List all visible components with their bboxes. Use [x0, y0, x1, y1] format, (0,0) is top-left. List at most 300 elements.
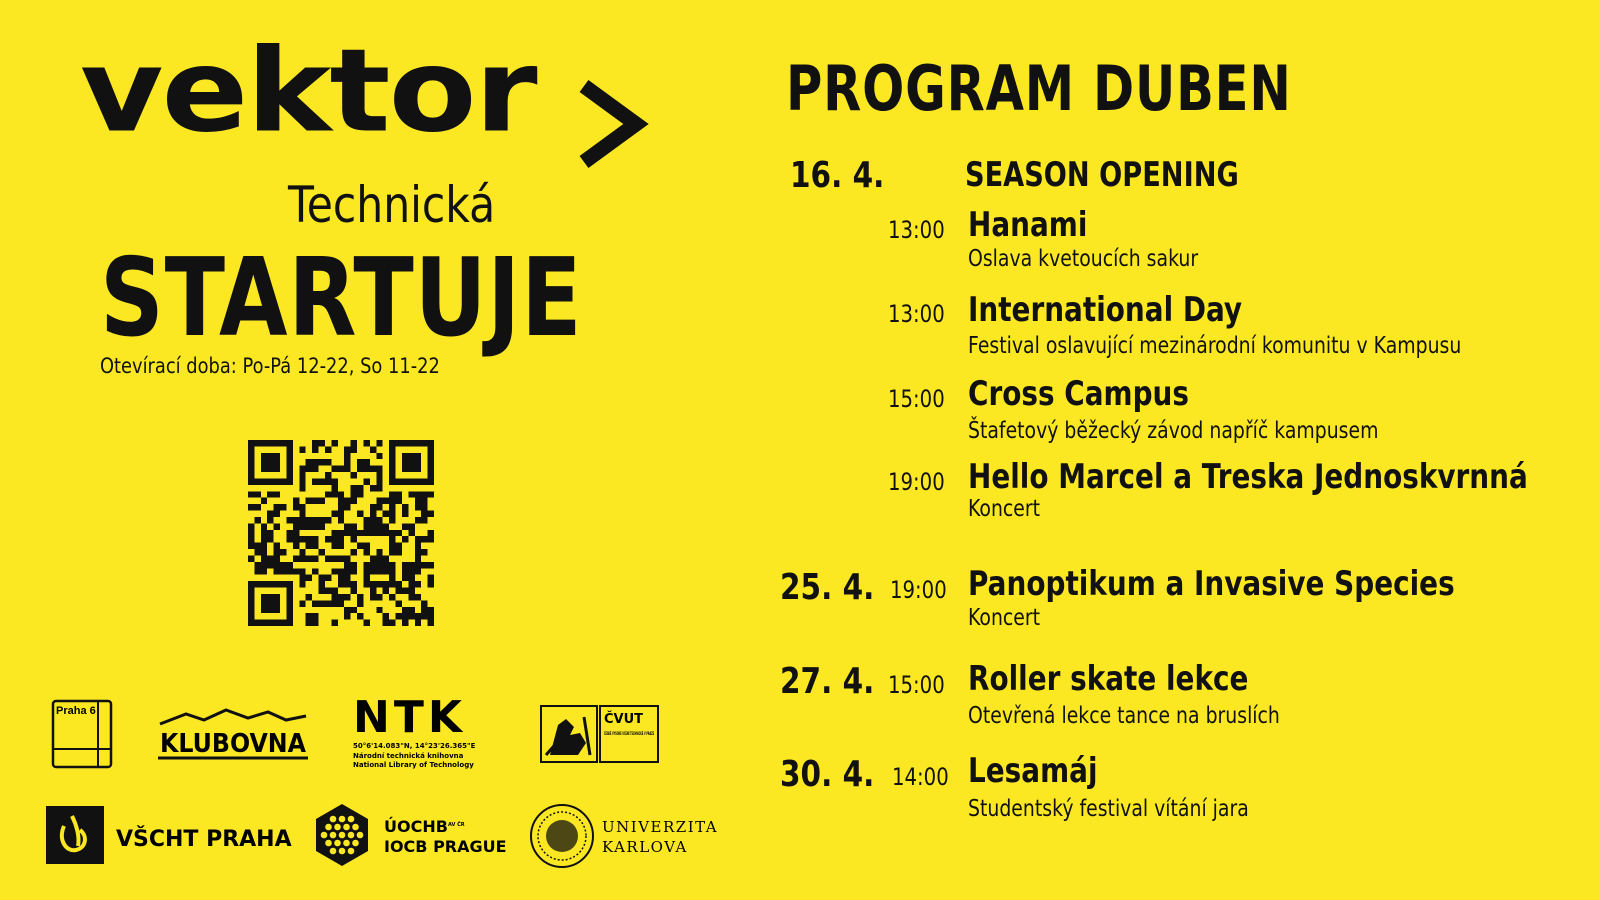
qr-module [351, 581, 357, 587]
qr-module [370, 523, 376, 529]
event-time: 13:00 [888, 300, 945, 328]
qr-module [312, 440, 318, 446]
qr-module [357, 485, 363, 491]
qr-module [267, 600, 273, 606]
qr-module [351, 498, 357, 504]
event-description: Studentský festival vítání jara [968, 796, 1249, 822]
qr-module [312, 459, 318, 465]
qr-module [363, 562, 369, 568]
qr-module [280, 478, 286, 484]
qr-module [402, 575, 408, 581]
qr-module [306, 555, 312, 561]
ntk-name-en: National Library of Technology [353, 761, 474, 769]
klubovna-logo [156, 706, 310, 762]
qr-module [402, 466, 408, 472]
ntk-coordinates: 50°6'14.083"N, 14°23'26.365"E [353, 742, 476, 750]
qr-module [286, 472, 292, 478]
qr-module [325, 588, 331, 594]
qr-module [351, 523, 357, 529]
qr-module [428, 581, 434, 587]
qr-module [389, 562, 395, 568]
qr-module [280, 440, 286, 446]
qr-module [402, 562, 408, 568]
qr-module [248, 440, 254, 446]
event-time: 14:00 [892, 763, 949, 791]
qr-module [338, 575, 344, 581]
qr-module [286, 459, 292, 465]
qr-module [363, 517, 369, 523]
qr-module [389, 498, 395, 504]
event-time: 19:00 [888, 468, 945, 496]
qr-module [248, 446, 254, 452]
qr-module [248, 459, 254, 465]
qr-module [383, 555, 389, 561]
qr-module [383, 523, 389, 529]
qr-module [428, 478, 434, 484]
qr-module [286, 536, 292, 542]
qr-module [351, 536, 357, 542]
qr-module [389, 517, 395, 523]
qr-module [338, 600, 344, 606]
qr-module [389, 472, 395, 478]
qr-module [261, 498, 267, 504]
qr-module [248, 472, 254, 478]
ntk-label: NTK [353, 692, 466, 743]
uochb-dot [352, 824, 359, 831]
qr-module [383, 588, 389, 594]
qr-module [293, 530, 299, 536]
qr-module [376, 568, 382, 574]
qr-module [389, 504, 395, 510]
event-description: Koncert [968, 605, 1041, 631]
qr-module [351, 607, 357, 613]
qr-module [306, 543, 312, 549]
qr-module [293, 568, 299, 574]
qr-module [415, 568, 421, 574]
qr-module [421, 536, 427, 542]
qr-module [428, 530, 434, 536]
uochb-dot [339, 816, 346, 823]
qr-module [299, 581, 305, 587]
qr-module [396, 613, 402, 619]
qr-module [376, 485, 382, 491]
qr-module [274, 555, 280, 561]
qr-module [370, 485, 376, 491]
qr-module [389, 530, 395, 536]
qr-module [396, 491, 402, 497]
qr-module [402, 613, 408, 619]
qr-module [254, 581, 260, 587]
qr-module [357, 530, 363, 536]
qr-module [415, 478, 421, 484]
qr-module [421, 517, 427, 523]
uochb-logo [312, 802, 507, 868]
event-description: Oslava kvetoucích sakur [968, 246, 1199, 272]
qr-module [370, 555, 376, 561]
qr-module [312, 600, 318, 606]
uochb-dot [330, 848, 337, 855]
qr-module [363, 466, 369, 472]
qr-module [312, 536, 318, 542]
qr-module [357, 543, 363, 549]
qr-module [389, 453, 395, 459]
headline: STARTUJE [100, 236, 583, 361]
qr-module [428, 562, 434, 568]
qr-module [331, 530, 337, 536]
qr-module [319, 523, 325, 529]
qr-module [280, 549, 286, 555]
qr-module [428, 613, 434, 619]
qr-module [286, 607, 292, 613]
qr-module [389, 543, 395, 549]
qr-module [376, 466, 382, 472]
qr-module [286, 440, 292, 446]
qr-module [254, 562, 260, 568]
qr-module [254, 620, 260, 626]
qr-module [331, 594, 337, 600]
qr-module [415, 466, 421, 472]
qr-module [274, 543, 280, 549]
qr-module [286, 517, 292, 523]
qr-module [299, 549, 305, 555]
qr-module [415, 581, 421, 587]
qr-module [248, 600, 254, 606]
qr-module [415, 555, 421, 561]
qr-module [306, 466, 312, 472]
qr-module [248, 613, 254, 619]
qr-module [376, 472, 382, 478]
qr-module [338, 466, 344, 472]
qr-module [286, 562, 292, 568]
qr-module [274, 466, 280, 472]
qr-module [363, 459, 369, 465]
uochb-dot [334, 824, 341, 831]
qr-module [299, 568, 305, 574]
qr-module [428, 575, 434, 581]
qr-module [338, 491, 344, 497]
qr-module [267, 517, 273, 523]
qr-module [402, 504, 408, 510]
qr-module [319, 517, 325, 523]
cvut-small-label: ČESKÉ VYSOKÉ UČENÍ TECHNICKÉ V PRAZE [604, 732, 715, 737]
qr-module [261, 453, 267, 459]
qr-module [286, 568, 292, 574]
qr-module [376, 523, 382, 529]
qr-module [261, 536, 267, 542]
qr-module [408, 581, 414, 587]
qr-module [370, 530, 376, 536]
qr-module [396, 600, 402, 606]
qr-module [376, 530, 382, 536]
qr-module [408, 466, 414, 472]
qr-module [248, 607, 254, 613]
qr-module [261, 459, 267, 465]
qr-module [274, 600, 280, 606]
qr-module [299, 523, 305, 529]
event-description: Otevřená lekce tance na bruslích [968, 703, 1280, 729]
ntk-logo [353, 694, 493, 774]
qr-module [338, 543, 344, 549]
qr-module [319, 575, 325, 581]
qr-module [293, 498, 299, 504]
qr-module [376, 504, 382, 510]
qr-module [274, 511, 280, 517]
qr-module [389, 568, 395, 574]
uochb-dot [330, 832, 337, 839]
qr-module [299, 511, 305, 517]
qr-module [286, 466, 292, 472]
qr-module [331, 600, 337, 606]
qr-module [274, 620, 280, 626]
qr-module [267, 440, 273, 446]
qr-module [293, 517, 299, 523]
univerzita-karlova-logo [530, 802, 719, 870]
qr-module [351, 530, 357, 536]
qr-module [293, 536, 299, 542]
ntk-name-cz: Národní technická knihovna [353, 752, 464, 760]
qr-module [389, 620, 395, 626]
qr-module [274, 504, 280, 510]
event-date: 16. 4. [790, 155, 885, 196]
qr-module [363, 543, 369, 549]
qr-module [312, 523, 318, 529]
qr-module [408, 575, 414, 581]
qr-module [428, 440, 434, 446]
qr-module [421, 613, 427, 619]
qr-module [421, 491, 427, 497]
event-title: Cross Campus [968, 374, 1189, 414]
qr-module [319, 600, 325, 606]
qr-module [363, 478, 369, 484]
qr-module [299, 536, 305, 542]
qr-module [344, 555, 350, 561]
qr-module [261, 478, 267, 484]
qr-module [286, 581, 292, 587]
qr-module [325, 600, 331, 606]
event-title: Lesamáj [968, 751, 1098, 791]
qr-module [370, 581, 376, 587]
qr-module [415, 517, 421, 523]
qr-module [267, 607, 273, 613]
qr-module [312, 568, 318, 574]
event-date: 27. 4. [780, 661, 875, 702]
qr-module [286, 600, 292, 606]
qr-module [280, 562, 286, 568]
qr-module [421, 562, 427, 568]
qr-module [274, 523, 280, 529]
uochb-dot [339, 848, 346, 855]
qr-module [421, 478, 427, 484]
qr-module [248, 491, 254, 497]
qr-module [338, 517, 344, 523]
qr-module [376, 581, 382, 587]
qr-module [408, 588, 414, 594]
qr-module [299, 517, 305, 523]
qr-module [357, 600, 363, 606]
qr-module [261, 607, 267, 613]
qr-module [267, 594, 273, 600]
qr-module [274, 562, 280, 568]
qr-module [415, 549, 421, 555]
qr-module [286, 530, 292, 536]
qr-module [267, 491, 273, 497]
uochb-dot [348, 848, 355, 855]
qr-module [306, 575, 312, 581]
qr-module [248, 530, 254, 536]
event-title: Panoptikum a Invasive Species [968, 564, 1455, 604]
qr-module [344, 594, 350, 600]
qr-module [286, 613, 292, 619]
qr-module [299, 600, 305, 606]
qr-module [370, 588, 376, 594]
qr-module [408, 453, 414, 459]
qr-module [402, 523, 408, 529]
qr-module [274, 549, 280, 555]
qr-module [254, 517, 260, 523]
qr-module [389, 575, 395, 581]
qr-module [331, 511, 337, 517]
qr-module [325, 472, 331, 478]
qr-module [408, 568, 414, 574]
iocb-label: IOCB PRAGUE [384, 837, 507, 856]
qr-module [376, 549, 382, 555]
qr-module [415, 536, 421, 542]
qr-module [402, 440, 408, 446]
event-title: International Day [968, 290, 1243, 330]
qr-module [261, 568, 267, 574]
qr-module [261, 555, 267, 561]
qr-module [331, 568, 337, 574]
qr-module [389, 440, 395, 446]
qr-module [248, 555, 254, 561]
av-label: AV ČR [448, 822, 465, 828]
event-time: 13:00 [888, 216, 945, 244]
qr-module [331, 466, 337, 472]
qr-module [267, 530, 273, 536]
qr-module [319, 478, 325, 484]
qr-module [331, 620, 337, 626]
qr-module [267, 453, 273, 459]
qr-code[interactable] [248, 440, 434, 626]
event-date: 30. 4. [780, 754, 875, 795]
qr-module [325, 478, 331, 484]
qr-module [389, 478, 395, 484]
qr-module [376, 498, 382, 504]
klubovna-label: KLUBOVNA [160, 729, 306, 759]
event-title: Hanami [968, 205, 1088, 245]
qr-module [261, 466, 267, 472]
qr-module [363, 530, 369, 536]
qr-module [402, 459, 408, 465]
qr-module [286, 620, 292, 626]
qr-module [293, 543, 299, 549]
qr-module [389, 491, 395, 497]
qr-module [351, 491, 357, 497]
qr-module [306, 517, 312, 523]
qr-module [274, 568, 280, 574]
qr-module [396, 530, 402, 536]
qr-module [396, 588, 402, 594]
qr-module [370, 466, 376, 472]
vektor-logo-text: vektor [80, 24, 536, 159]
qr-module [306, 620, 312, 626]
qr-module [415, 594, 421, 600]
qr-module [357, 594, 363, 600]
qr-module [402, 620, 408, 626]
qr-module [267, 511, 273, 517]
uochb-dot [348, 816, 355, 823]
qr-module [338, 530, 344, 536]
qr-module [331, 543, 337, 549]
qr-module [396, 440, 402, 446]
qr-module [319, 581, 325, 587]
qr-module [254, 543, 260, 549]
qr-module [402, 478, 408, 484]
qr-module [274, 594, 280, 600]
qr-module [286, 478, 292, 484]
qr-module [286, 588, 292, 594]
qr-module [415, 459, 421, 465]
qr-module [274, 453, 280, 459]
qr-module [312, 466, 318, 472]
qr-module [267, 555, 273, 561]
qr-module [370, 568, 376, 574]
uochb-dot [330, 816, 337, 823]
qr-module [389, 594, 395, 600]
qr-module [363, 523, 369, 529]
uochb-dot [325, 840, 332, 847]
qr-module [261, 523, 267, 529]
qr-module [351, 440, 357, 446]
qr-module [402, 588, 408, 594]
qr-module [415, 440, 421, 446]
qr-module [408, 523, 414, 529]
qr-module [408, 478, 414, 484]
qr-module [363, 568, 369, 574]
qr-module [274, 607, 280, 613]
qr-module [344, 568, 350, 574]
qr-module [338, 498, 344, 504]
qr-module [248, 620, 254, 626]
qr-module [370, 511, 376, 517]
uochb-dot [357, 832, 364, 839]
qr-module [389, 581, 395, 587]
qr-module [344, 562, 350, 568]
qr-module [376, 607, 382, 613]
qr-module [280, 581, 286, 587]
qr-module [261, 581, 267, 587]
qr-module [319, 588, 325, 594]
qr-module [293, 555, 299, 561]
qr-module [319, 459, 325, 465]
qr-module [363, 440, 369, 446]
qr-module [344, 459, 350, 465]
qr-module [248, 504, 254, 510]
qr-module [274, 478, 280, 484]
cvut-label: ČVUT [604, 712, 644, 727]
qr-module [428, 472, 434, 478]
qr-module [363, 575, 369, 581]
qr-module [344, 498, 350, 504]
qr-module [421, 600, 427, 606]
qr-module [383, 613, 389, 619]
qr-module [357, 511, 363, 517]
qr-module [338, 555, 344, 561]
qr-module [261, 600, 267, 606]
qr-module [338, 568, 344, 574]
event-title: Hello Marcel a Treska Jednoskvrnná [968, 457, 1528, 497]
qr-module [376, 517, 382, 523]
